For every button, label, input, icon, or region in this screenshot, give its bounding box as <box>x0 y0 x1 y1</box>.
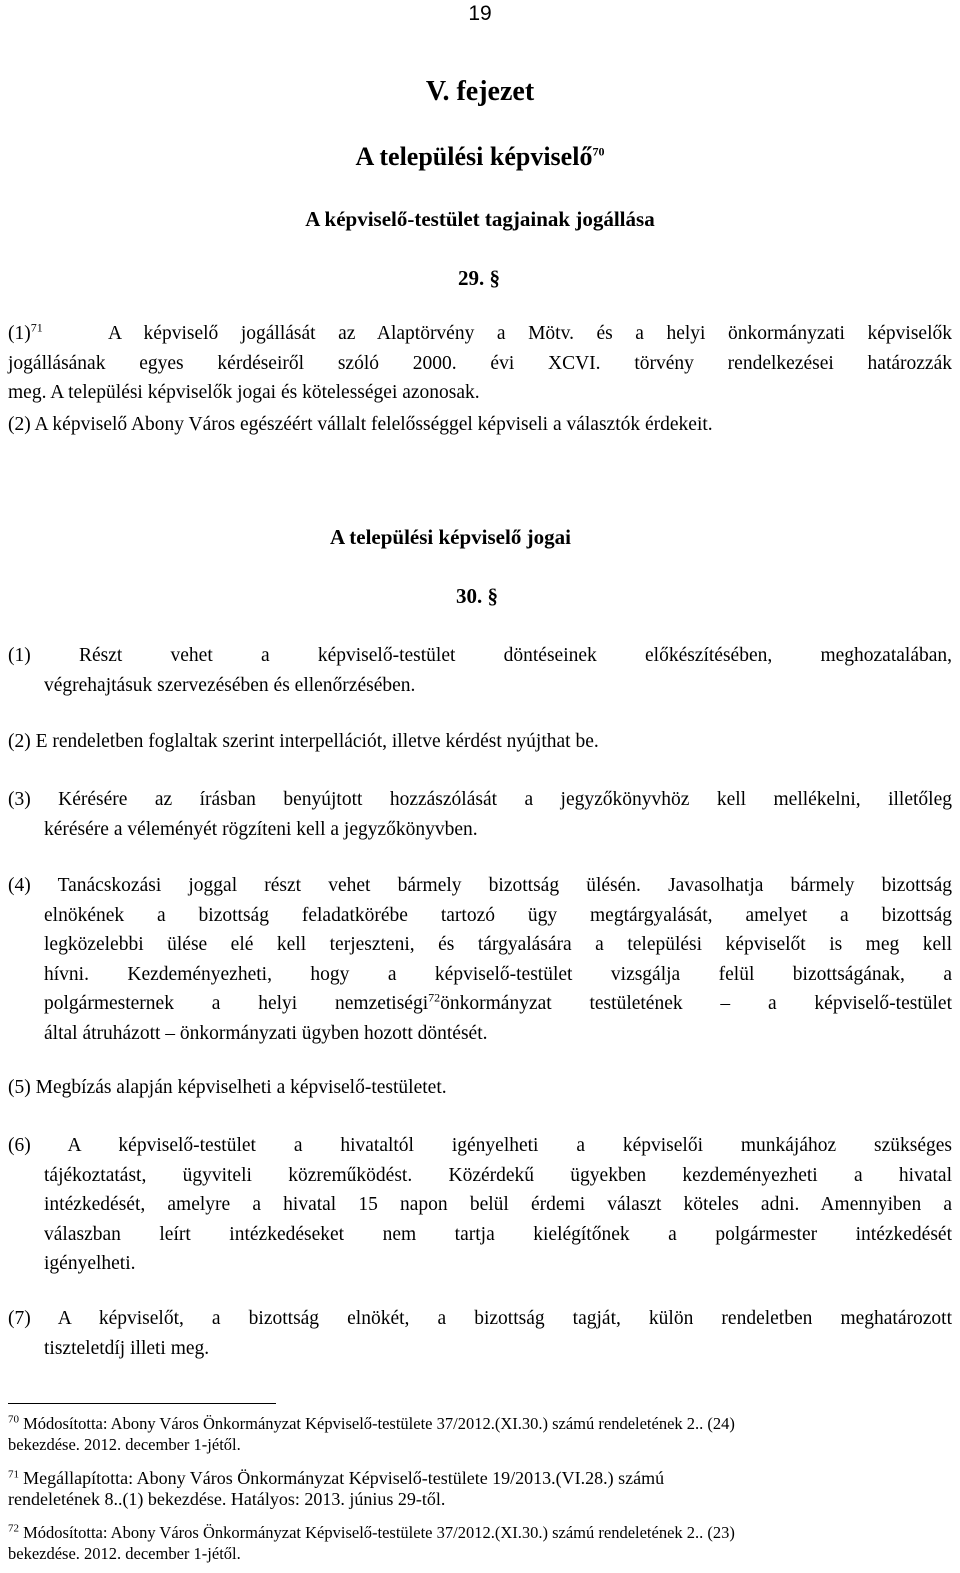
section-30-paragraph-3 <box>8 785 952 844</box>
footnote-line: $^{70}$ Módosította: Abony Város Önkormányzat Képviselő-testülete 37/2012.(XI.30.) számú rendeletének 2.. (24) <box>8 1413 735 1433</box>
footnote-line: $^{72}$ Módosította: Abony Város Önkormányzat Képviselő-testülete 37/2012.(XI.30.) számú rendeletének 2.. (23) <box>8 1522 735 1542</box>
paragraph-line: által átruházott – önkormányzati ügyben hozott döntését. <box>44 1022 488 1044</box>
title-heading <box>0 142 960 172</box>
footnote-line: bekezdése. 2012. december 1-jétől. <box>8 1435 241 1454</box>
paragraph-line: (7) A képviselőt, a bizottság elnökét, a bizottság tagját, külön rendeletben meghatározott <box>8 1308 952 1329</box>
paragraph-line: kérésére a véleményét rögzíteni kell a jegyzőkönyvben. <box>44 818 478 840</box>
footnote-ref-72: 72 <box>428 990 441 1005</box>
paragraph-line: (4) Tanácskozási joggal részt vehet bármely bizottság ülésén. Javasolhatja bármely bizottság <box>8 875 952 896</box>
page-number: 19 <box>468 2 492 25</box>
paragraph-line: meg. A települési képviselők jogai és kötelességei azonosak. <box>8 382 480 403</box>
chapter-heading: V. fejezet <box>425 76 535 107</box>
section-30-paragraph-4 <box>8 871 952 1048</box>
paragraph-text: A képviselő jogállását az Alaptörvény a Mötv. és a helyi önkormányzati képviselők <box>108 323 952 344</box>
footnote-72 <box>8 1522 952 1564</box>
paragraph-line: (3) Kérésére az írásban benyújtott hozzászólását a jegyzőkönyvhöz kell mellékelni, illetőleg <box>8 789 952 810</box>
paragraph-line: intézkedését, amelyre a hivatal 15 napon belül érdemi választ köteles adni. Amennyiben a <box>44 1194 952 1215</box>
section-30-paragraph-6 <box>8 1131 952 1279</box>
section-29-paragraph-1 <box>8 319 952 408</box>
section-29-paragraph-2 <box>8 410 952 440</box>
paragraph-line <box>8 319 952 349</box>
subtitle-heading: A képviselő-testület tagjainak jogállása <box>305 207 655 231</box>
paragraph-line: legközelebbi ülése elé kell terjeszteni, és tárgyalására a települési képviselőt is meg kell <box>44 934 952 955</box>
footnote-70 <box>8 1413 952 1455</box>
paragraph-line: végrehajtásuk szervezésében és ellenőrzésében. <box>44 674 416 696</box>
footnote-line: bekezdése. 2012. december 1-jétől. <box>8 1544 241 1563</box>
paragraph-number: $(1)^{71}$ <box>8 320 43 344</box>
footnote-ref-71: 71 <box>30 320 43 335</box>
section-29-label: 29. § <box>458 266 500 290</box>
paragraph-line: tájékoztatást, ügyviteli közreműködést. Közérdekű ügyekben kezdeményezheti a hivatal <box>44 1164 952 1186</box>
paragraph-line: hívni. Kezdeményezheti, hogy a képviselő-testület vizsgálja felül bizottságának, a <box>44 963 952 985</box>
paragraph-line: tiszteletdíj illeti meg. <box>44 1337 210 1359</box>
section-30-paragraph-2 <box>8 727 952 757</box>
footnote-ref-70: 70 <box>592 144 605 159</box>
section-30-paragraph-1 <box>8 641 952 700</box>
paragraph-line: (2) E rendeletben foglaltak szerint interpellációt, illetve kérdést nyújthat be. <box>8 731 599 752</box>
footnote-line: $^{71}$ Megállapította: Abony Város Önkormányzat Képviselő-testülete 19/2013.(VI.28.) számú <box>8 1468 665 1488</box>
section-30-label: 30. § <box>456 584 498 608</box>
footnote-line: rendeletének 8..(1) bekezdése. Hatályos: 2013. június 29-től. <box>8 1489 446 1509</box>
footnote-separator <box>8 1403 276 1404</box>
paragraph-line: igényelheti. <box>44 1253 136 1274</box>
rights-heading: A települési képviselő jogai <box>330 525 571 549</box>
section-30-paragraph-7 <box>8 1304 952 1363</box>
paragraph-line: polgármesternek a helyi nemzetiségi$^{72}$önkormányzat testületének – a képviselő-testület <box>44 990 952 1014</box>
paragraph-line: (1) Részt vehet a képviselő-testület döntéseinek előkészítésében, meghozatalában, <box>8 645 953 666</box>
paragraph-line: (6) A képviselő-testület a hivataltól igényelheti a képviselői munkájához szükséges <box>8 1135 952 1156</box>
paragraph-line: (2) A képviselő Abony Város egészéért vállalt felelősséggel képviseli a választók érdekeit. <box>8 414 713 435</box>
paragraph-line: elnökének a bizottság feladatkörébe tartozó ügy megtárgyalását, amelyet a bizottság <box>44 904 952 926</box>
title-text: A települési képviselő <box>355 142 593 171</box>
section-30-paragraph-5 <box>8 1073 952 1103</box>
paragraph-line: válaszban leírt intézkedéseket nem tartja kielégítőnek a polgármester intézkedését <box>44 1223 952 1245</box>
paragraph-line: (5) Megbízás alapján képviselheti a képviselő-testületet. <box>8 1077 447 1098</box>
paragraph-line: jogállásának egyes kérdéseiről szóló 2000. évi XCVI. törvény rendelkezései határozzák <box>8 352 952 374</box>
footnote-71 <box>8 1468 952 1510</box>
